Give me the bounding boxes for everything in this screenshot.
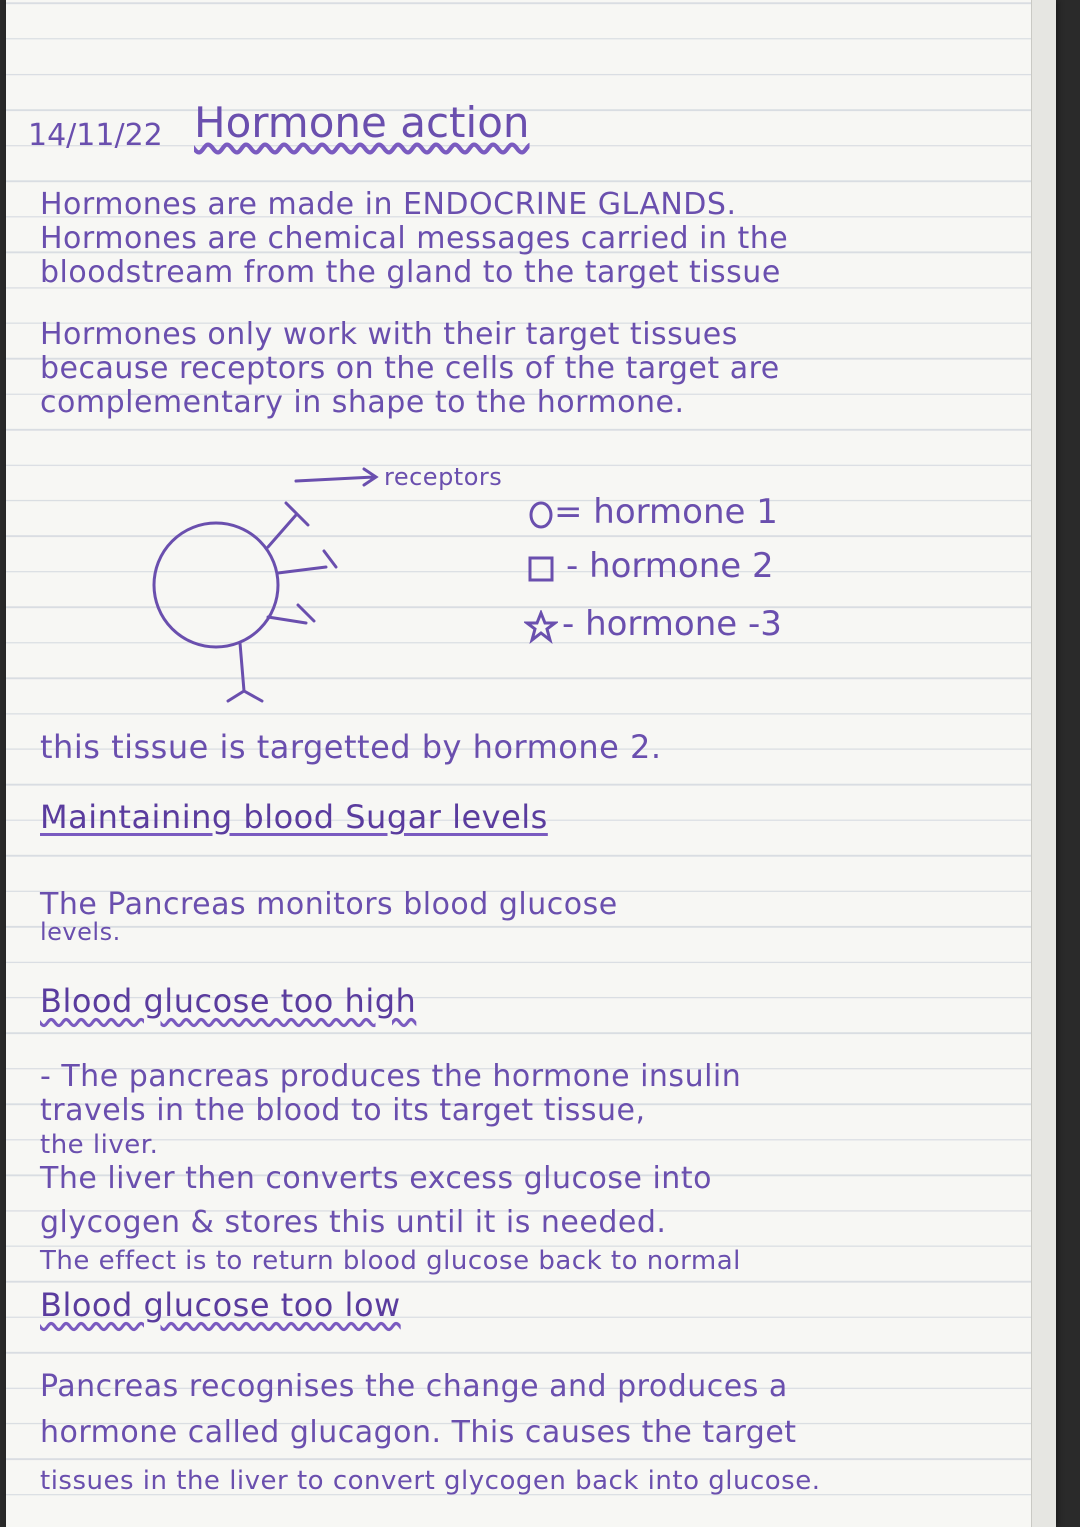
legend-hormone-3: - hormone -3 [562,604,782,644]
text-line: travels in the blood to its target tissue, [40,1093,646,1128]
text-line: hormone called glucagon. This causes the target [40,1415,797,1450]
receptor [268,503,308,547]
text-line: - The pancreas produces the hormone insulin [40,1059,742,1094]
caption: this tissue is targetted by hormone 2. [40,728,662,766]
section-heading: Blood glucose too low [40,1286,401,1324]
arrow [296,469,376,485]
legend-hormone-1: = hormone 1 [554,492,778,532]
text-line: The Pancreas monitors blood glucose [40,887,618,922]
cell-diagram [136,455,556,715]
text-line: Hormones only work with their target tissues [40,317,738,352]
text-line: Pancreas recognises the change and produces a [40,1369,788,1404]
text-line: levels. [40,918,121,946]
text-line: complementary in shape to the hormone. [40,385,685,420]
star-icon [524,610,558,644]
text-line: tissues in the liver to convert glycogen back into glucose. [40,1466,821,1496]
legend-hormone-2: - hormone 2 [566,546,774,586]
receptor [228,643,262,701]
text-line: The liver then converts excess glucose into [40,1161,712,1196]
cell-circle [154,523,278,647]
text-line: Hormones are chemical messages carried in the [40,221,789,256]
receptors-label: receptors [384,463,503,491]
square-icon [526,554,556,584]
text-line: bloodstream from the gland to the target tissue [40,255,781,290]
page-edge [1031,0,1056,1527]
text-line: The effect is to return blood glucose back to normal [40,1246,741,1276]
date: 14/11/22 [28,118,163,153]
section-heading: Maintaining blood Sugar levels [40,798,548,836]
text-line: glycogen & stores this until it is needed. [40,1205,667,1240]
text-line: because receptors on the cells of the target are [40,351,780,386]
text-line: Hormones are made in ENDOCRINE GLANDS. [40,187,737,222]
page-title: Hormone action [194,98,530,147]
text-line: the liver. [40,1130,159,1160]
circle-icon [526,500,556,530]
subheading: Blood glucose too high [40,982,417,1020]
receptor [278,551,336,573]
notebook-page [6,0,1056,1527]
